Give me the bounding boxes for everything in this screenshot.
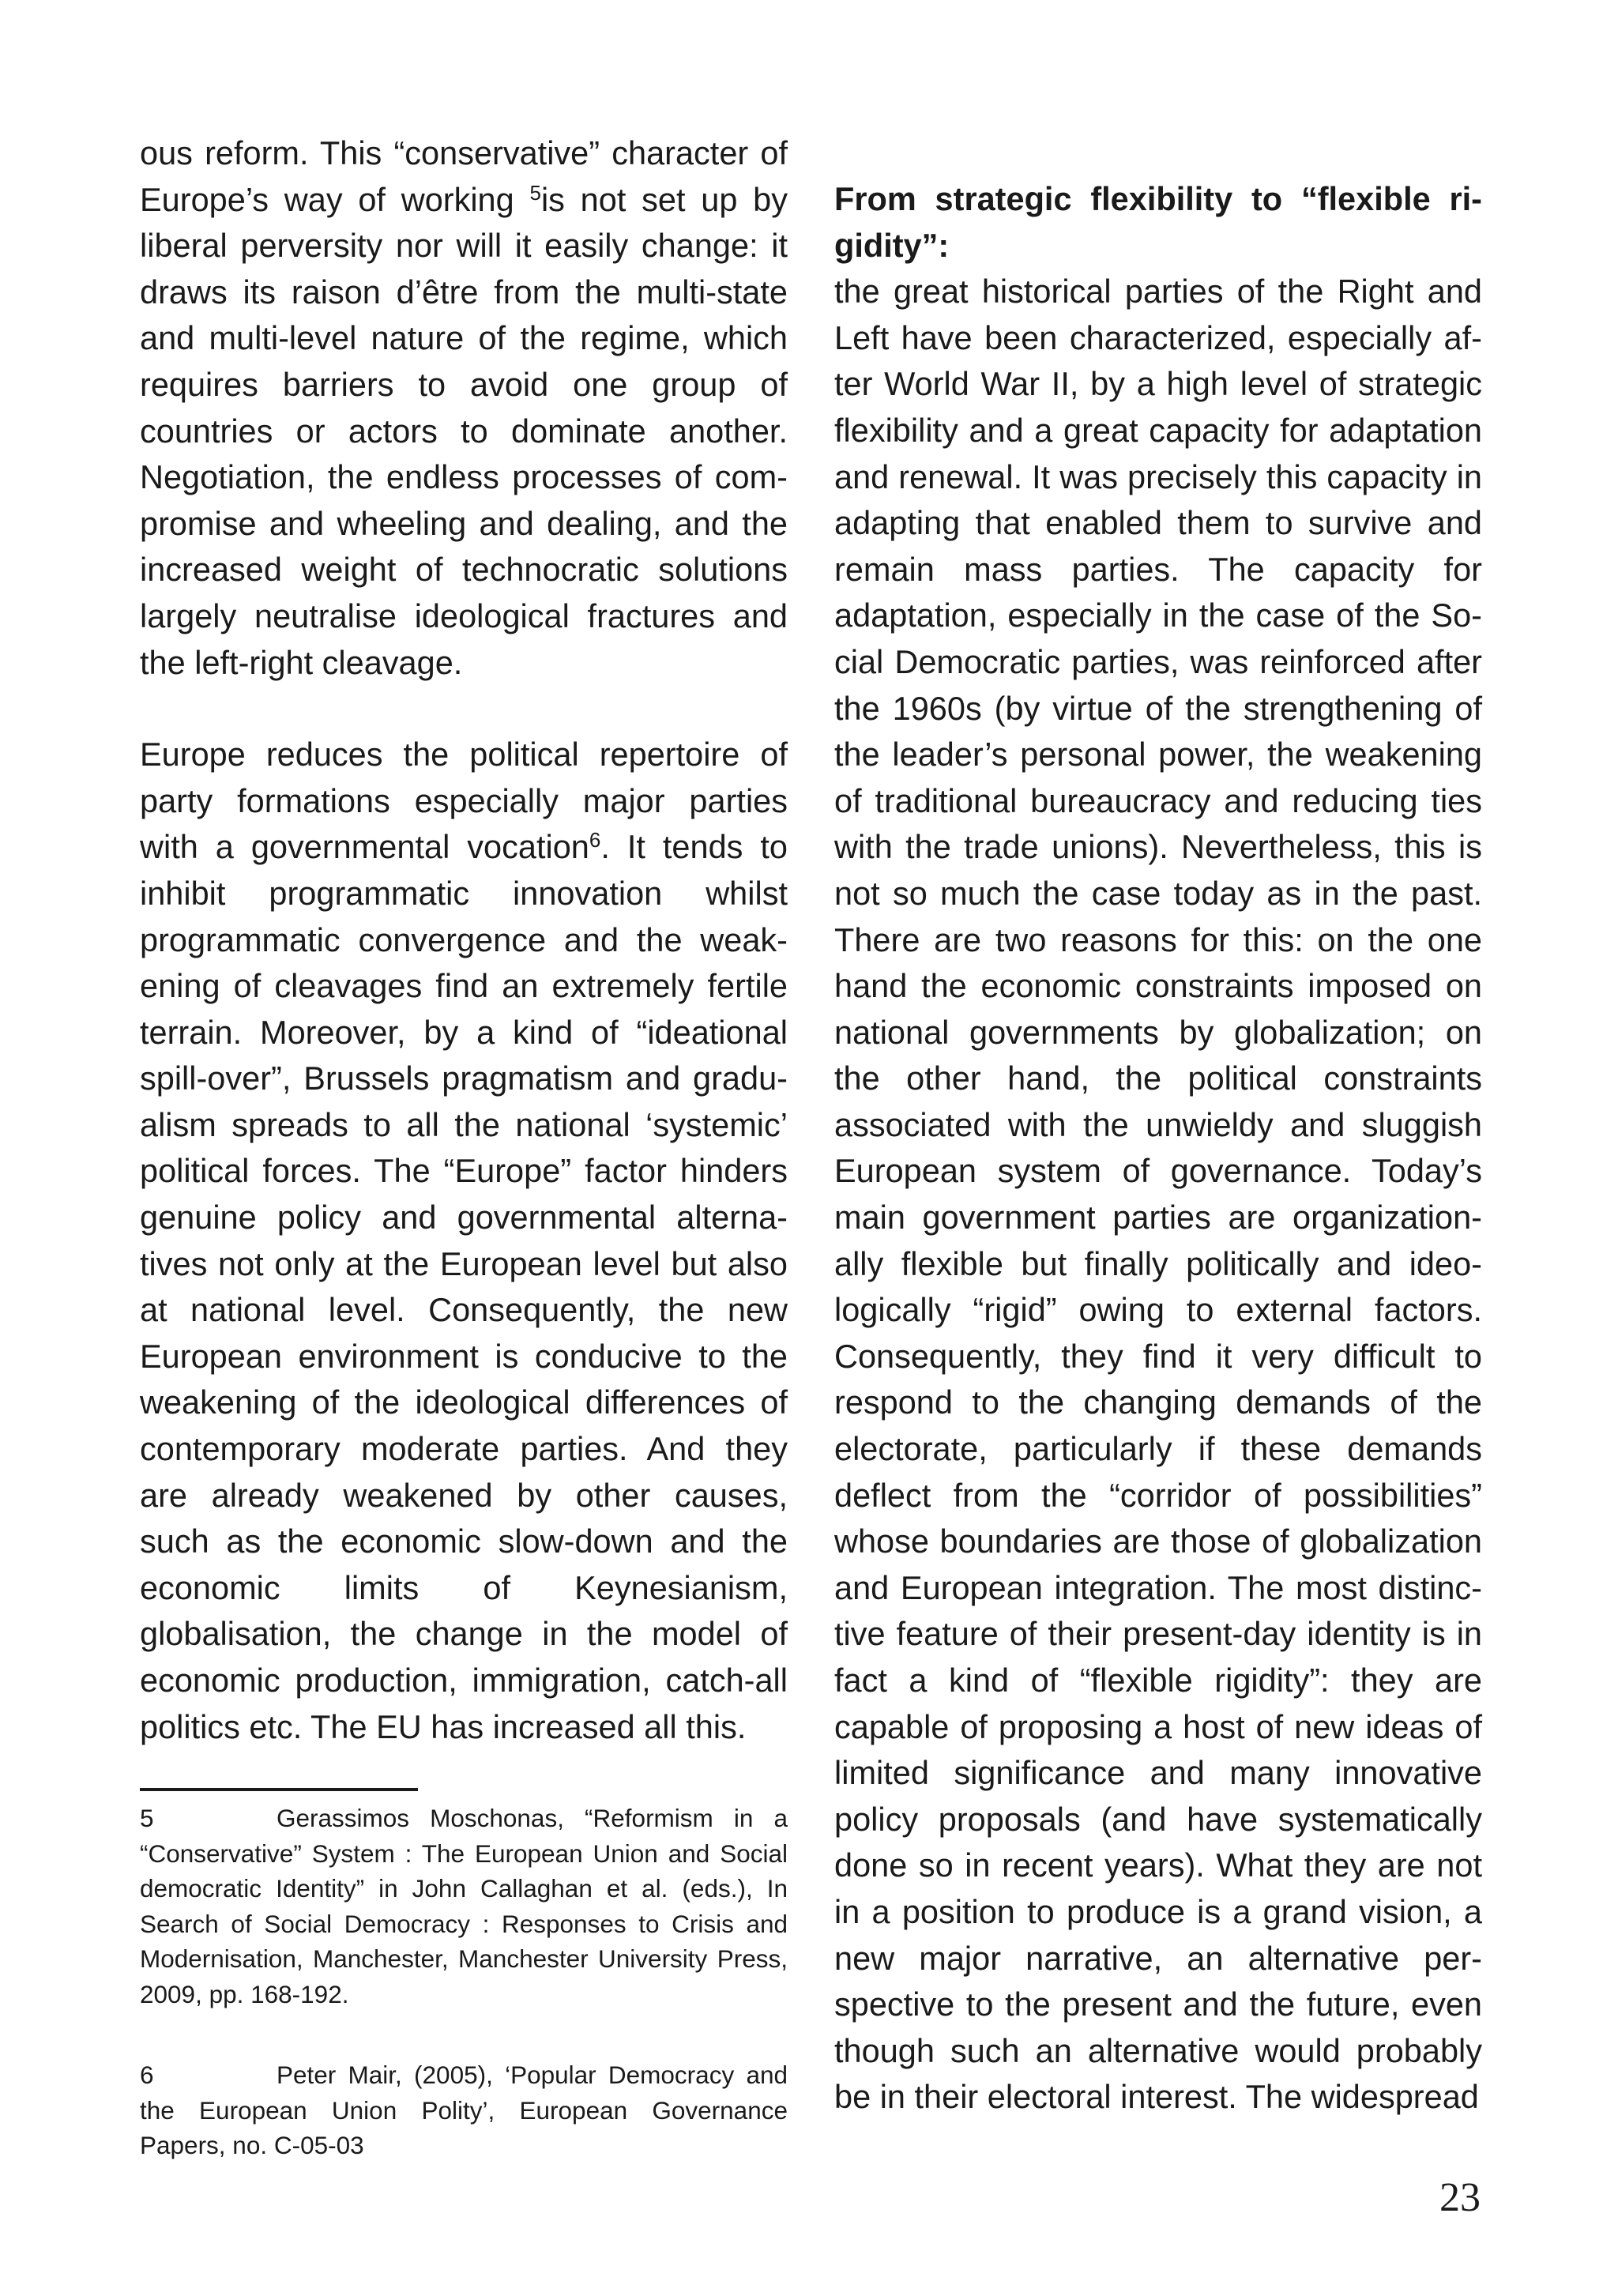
footnote-reference[interactable]: 6 — [589, 828, 601, 853]
body-paragraph — [140, 732, 788, 1750]
footnote-number: 6 — [140, 2061, 154, 2089]
right-column — [834, 130, 1482, 2121]
footnote — [140, 1801, 788, 2012]
body-paragraph: the great historical parties of the Right and Left have been characterized, especially after World War II, by a high level of strategic flexibility and a great capacity for adaptation and renewal. It was precisely this capacity in adapting that enabled them to survive and remain mass parties. The capacity for adaptation, especially in the case of the Social Democratic parties, was reinforced after the 1960s (by virtue of the strengthening of the leader’s personal power, the weakening of traditional bureaucracy and reducing ties with the trade unions). Nevertheless, this is not so much the case today as in the past. There are two reasons for this: on the one hand the economic constraints imposed on national governments by globalization; on the other hand, the political constraints associated with the unwieldy and sluggish European system of governance. Today’s main government parties are organizationally flexible but finally politically and ideologically “rigid” owing to external factors. Consequently, they find it very difficult to respond to the changing demands of the electorate, particularly if these demands deflect from the “corridor of possibilities” whose boundaries are those of globalization and European integration. The most distinctive feature of their present-day identity is in fact a kind of “flexible rigidity”: they are capable of proposing a host of new ideas of limited significance and many innovative policy proposals (and have systematically done so in recent years). What they are not in a position to produce is a grand vision, a new major narrative, an alternative perspective to the present and the future, even though such an alternative would probably be in their electoral interest. The widespread — [834, 273, 1482, 2116]
footnote-number: 5 — [140, 1804, 154, 1832]
left-column — [140, 130, 788, 1750]
paragraph-text: ous reform. This “conservative” character of Europe’s way of working — [140, 134, 788, 218]
footnote-text: Gerassimos Moschonas, “Reformism in a “Conservative” System : The European Union and Social democratic Identity” in John Callaghan et al. (eds.), In Search of Social Democracy : Responses to Crisis and Modernisation, Manchester, Manchester University Press, 2009, pp. 168-192. — [140, 1804, 788, 2008]
footnote — [140, 2057, 788, 2163]
paragraph-text: Europe reduces the political repertoire of party formations especially major parties with a governmental vocation — [140, 736, 788, 866]
footnote-divider — [140, 1788, 418, 1791]
body-paragraph — [140, 130, 788, 686]
paragraph-text: is not set up by liberal perversity nor will it easily change: it draws its raison d’être from the multi-state and multi-level nature of the regime, which requires barriers to avoid one group of countries or actors to dominate another. Negotiation, the endless processes of compromise and wheeling and dealing, and the increased weight of technocratic solutions largely neutralise ideological fractures and the left-right cleavage. — [140, 180, 788, 681]
page-number: 23 — [1439, 2175, 1481, 2220]
footnote-text: Peter Mair, (2005), ‘Popular Democracy and the European Union Polity’, European Governance Papers, no. C-05-03 — [140, 2061, 788, 2159]
paragraph-text: . It tends to inhibit programmatic innovation whilst programmatic convergence and the weakening of cleavages find an extremely fertile terrain. Moreover, by a kind of “ideational spill-over”, Brussels pragmatism and gradualism spreads to all the national ‘systemic’ political forces. The “Europe” factor hinders genuine policy and governmental alternatives not only at the European level but also at national level. Consequently, the new European environment is conducive to the weakening of the ideological differences of contemporary moderate parties. And they are already weakened by other causes, such as the economic slow-down and the economic limits of Keynesianism, globalisation, the change in the model of economic production, immigration, catch-all politics etc. The EU has increased all this. — [140, 828, 788, 1745]
footnotes — [140, 1788, 788, 2163]
section-heading: From strategic flexibility to “flexible rigidity”: — [834, 180, 1482, 264]
footnote-reference[interactable]: 5 — [529, 180, 541, 205]
